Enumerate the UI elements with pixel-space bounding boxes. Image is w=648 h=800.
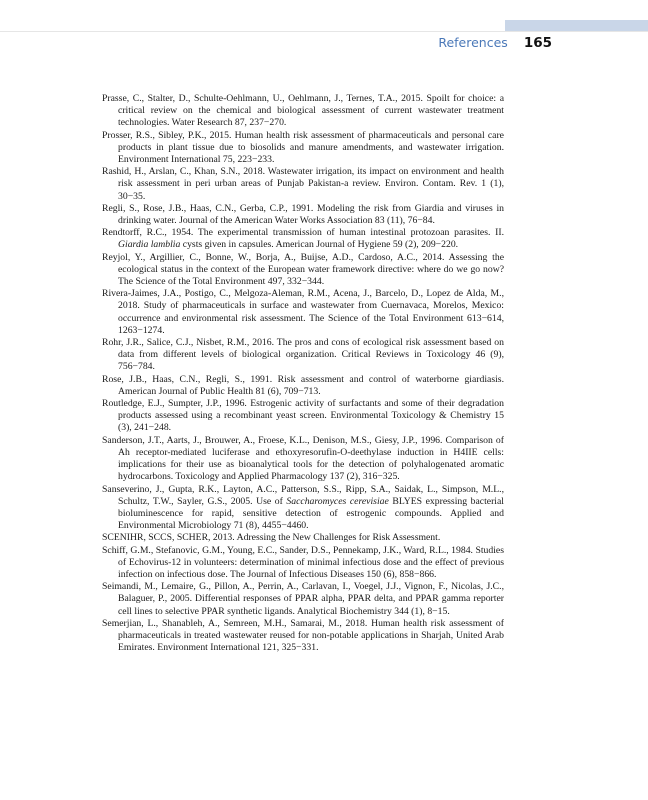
reference-entry: [102, 435, 504, 484]
reference-text: Prosser, R.S., Sibley, P.K., 2015. Human health risk assessment of pharmaceuticals and personal care products in plant tissue due to biosolids and manure amendments, and wastewater irrigation. Environment International 75, 223−233.: [102, 129, 504, 166]
reference-italic-text: Saccharomyces cerevisiae: [286, 495, 389, 507]
reference-italic-text: Giardia lamblia: [118, 239, 181, 251]
reference-entry: [102, 545, 504, 582]
reference-entry: [102, 484, 504, 533]
reference-text: Reyjol, Y., Argillier, C., Bonne, W., Borja, A., Buijse, A.D., Cardoso, A.C., 2014. Assessing the ecological status in the context of the European water framework directive: where do we go now? The Science of the Total Environment 497, 332−344.: [102, 251, 504, 288]
reference-text: Schiff, G.M., Stefanovic, G.M., Young, E.C., Sander, D.S., Pennekamp, J.K., Ward, R.L., 1984. Studies of Echovirus-12 in volunteers: determination of minimal infectious dose and the effect of previous infection on infectious dose. The Journal of Infectious Diseases 150 (6), 858−866.: [102, 544, 504, 580]
reference-text: Routledge, E.J., Sumpter, J.P., 1996. Estrogenic activity of surfactants and some of their degradation products assessed using a recombinant yeast screen. Environmental Toxicology & Chemistry 15 (3), 241−248.: [102, 398, 504, 434]
section-title: References: [438, 35, 508, 50]
page-number: 165: [523, 35, 552, 51]
reference-entry: [102, 374, 504, 398]
reference-text: Rendtorff, R.C., 1954. The experimental transmission of human intestinal protozoan parasites. II.: [102, 227, 504, 239]
reference-text: Rivera-Jaimes, J.A., Postigo, C., Melgoza-Aleman, R.M., Acena, J., Barcelo, D., Lopez de Alda, M., 2018. Study of pharmaceuticals in surface and wastewater from Cuernavaca, Morelos, Mexico: occurrence and environmental risk assessment. The Science of the Total Environment 613−614, 1263−1274.: [102, 288, 504, 336]
reference-text: Rashid, H., Arslan, C., Khan, S.N., 2018. Wastewater irrigation, its impact on environment and health risk assessment in peri urban areas of Punjab Pakistan-a review. Environ. Contam. Rev. 1 (1), 30−35.: [102, 166, 504, 202]
reference-text: Sanderson, J.T., Aarts, J., Brouwer, A., Froese, K.L., Denison, M.S., Giesy, J.P., 1996. Comparison of Ah receptor-mediated luciferase and ethoxyresorufin-O-deethylase induction in H4IIE cells: implications for their use as bioanalytical tools for the detection of polyhalogenated aromatic hydrocarbons. Toxicology and Applied Pharmacology 137 (2), 316−325.: [102, 434, 504, 483]
reference-entry: [102, 227, 504, 251]
reference-text: Regli, S., Rose, J.B., Haas, C.N., Gerba, C.P., 1991. Modeling the risk from Giardia and viruses in drinking water. Journal of the American Water Works Association 83 (11), 76−84.: [102, 202, 504, 227]
running-head: [438, 35, 552, 51]
reference-entry: [102, 398, 504, 435]
header-divider: [0, 31, 648, 32]
reference-text: Semerjian, L., Shanableh, A., Semreen, M.H., Samarai, M., 2018. Human health risk assessment of pharmaceuticals in treated wastewater reused for non-potable applications in Sharjah, United Arab Emirates. Environment International 121, 325−331.: [102, 617, 504, 654]
reference-text: Seimandi, M., Lemaire, G., Pillon, A., Perrin, A., Carlavan, I., Voegel, J.J., Vignon, F., Nicolas, J.C., Balaguer, P., 2005. Differential responses of PPAR alpha, PPAR delta, and PPAR gamma reporter cell lines to selective PPAR synthetic ligands. Analytical Biochemistry 344 (1), 8−15.: [102, 581, 504, 617]
reference-entry: [102, 581, 504, 618]
reference-list: [102, 93, 504, 654]
reference-entry: [102, 288, 504, 337]
reference-entry: [102, 130, 504, 167]
reference-text: Prasse, C., Stalter, D., Schulte-Oehlmann, U., Oehlmann, J., Ternes, T.A., 2015. Spoilt for choice: a critical review on the chemical and biological assessment of current wastewater treatment technologies. Water Research 87, 237−270.: [102, 93, 504, 129]
reference-entry: [102, 532, 504, 544]
reference-entry: [102, 93, 504, 130]
reference-entry: [102, 166, 504, 203]
reference-text: Sanseverino, J., Gupta, R.K., Layton, A.C., Patterson, S.S., Ripp, S.A., Saidak, L., Simpson, M.L., Schultz, T.W., Sayler, G.S., 2005. Use of: [102, 483, 504, 507]
reference-text: cysts given in capsules. American Journal of Hygiene 59 (2), 209−220.: [180, 239, 459, 251]
reference-text: Rohr, J.R., Salice, C.J., Nisbet, R.M., 2016. The pros and cons of ecological risk assessment based on data from different levels of biological organization. Critical Reviews in Toxicology 46 (9), 756−784.: [102, 337, 504, 373]
reference-entry: [102, 618, 504, 655]
header-accent-bar: [505, 20, 648, 31]
reference-entry: [102, 203, 504, 227]
reference-entry: [102, 252, 504, 289]
reference-text: Rose, J.B., Haas, C.N., Regli, S., 1991. Risk assessment and control of waterborne giardiasis. American Journal of Public Health 81 (6), 709−713.: [102, 373, 504, 397]
reference-entry: [102, 337, 504, 374]
reference-text: SCENIHR, SCCS, SCHER, 2013. Adressing the New Challenges for Risk Assessment.: [102, 532, 441, 544]
reference-text: BLYES expressing bacterial bioluminescence for rapid, sensitive detection of estrogenic compounds. Applied and Environmental Microbiology 71 (8), 4455−4460.: [118, 495, 504, 532]
